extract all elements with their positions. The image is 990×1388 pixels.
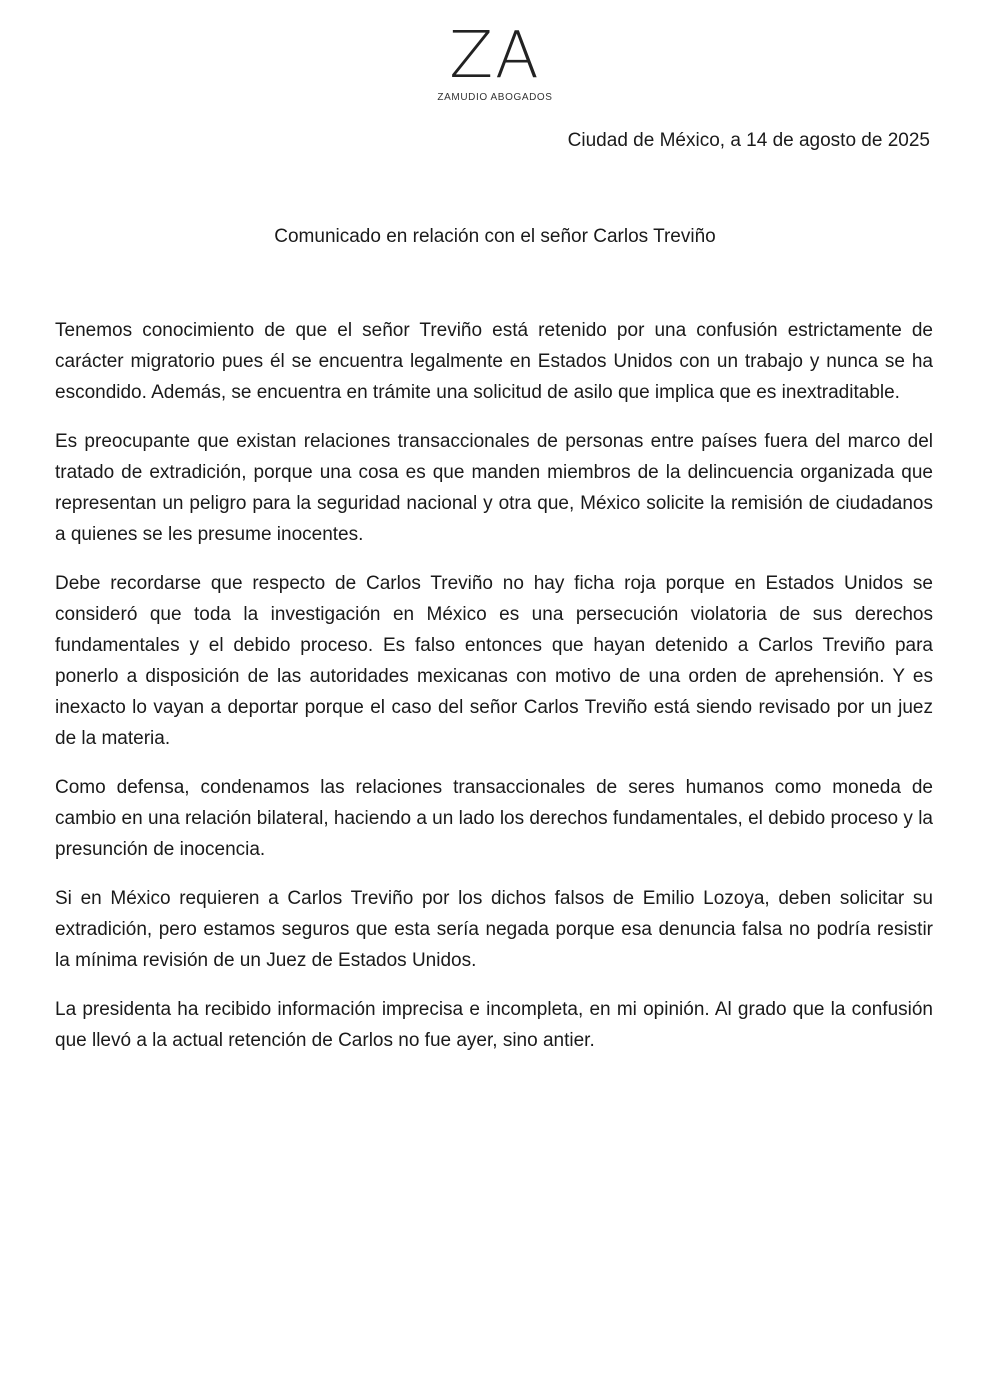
document-body bbox=[55, 315, 933, 1074]
paragraph: Debe recordarse que respecto de Carlos Treviño no hay ficha roja porque en Estados Unidos se consideró que toda la investigación en México es una persecución violatoria de sus derechos fundamentales y el debido proceso. Es falso entonces que hayan detenido a Carlos Treviño para ponerlo a disposición de las autoridades mexicanas con motivo de una orden de aprehensión. Y es inexacto lo vayan a deportar porque el caso del señor Carlos Treviño está siendo revisado por un juez de la materia. bbox=[55, 573, 933, 749]
paragraph: Tenemos conocimiento de que el señor Treviño está retenido por una confusión estrictamente de carácter migratorio pues él se encuentra legalmente en Estados Unidos con un trabajo y nunca se ha escondido. Además, se encuentra en trámite una solicitud de asilo que implica que es inextraditable. bbox=[55, 320, 933, 403]
logo-subtitle: ZAMUDIO ABOGADOS bbox=[437, 92, 553, 103]
document-title: Comunicado en relación con el señor Carlos Treviño bbox=[274, 226, 716, 247]
logo-mark: ZA bbox=[449, 19, 541, 93]
letterhead-logo bbox=[0, 19, 990, 103]
paragraph: La presidenta ha recibido información imprecisa e incompleta, en mi opinión. Al grado que la confusión que llevó a la actual retención de Carlos no fue ayer, sino antier. bbox=[55, 999, 933, 1051]
paragraph: Como defensa, condenamos las relaciones transaccionales de seres humanos como moneda de cambio en una relación bilateral, haciendo a un lado los derechos fundamentales, el debido proceso y la presunción de inocencia. bbox=[55, 777, 933, 860]
paragraph: Es preocupante que existan relaciones transaccionales de personas entre países fuera del marco del tratado de extradición, porque una cosa es que manden miembros de la delincuencia organizada que representan un peligro para la seguridad nacional y otra que, México solicite la remisión de ciudadanos a quienes se les presume inocentes. bbox=[55, 431, 933, 545]
paragraph: Si en México requieren a Carlos Treviño por los dichos falsos de Emilio Lozoya, deben solicitar su extradición, pero estamos seguros que esta sería negada porque esa denuncia falsa no podría resistir la mínima revisión de un Juez de Estados Unidos. bbox=[55, 888, 933, 971]
date-line: Ciudad de México, a 14 de agosto de 2025 bbox=[567, 130, 930, 151]
